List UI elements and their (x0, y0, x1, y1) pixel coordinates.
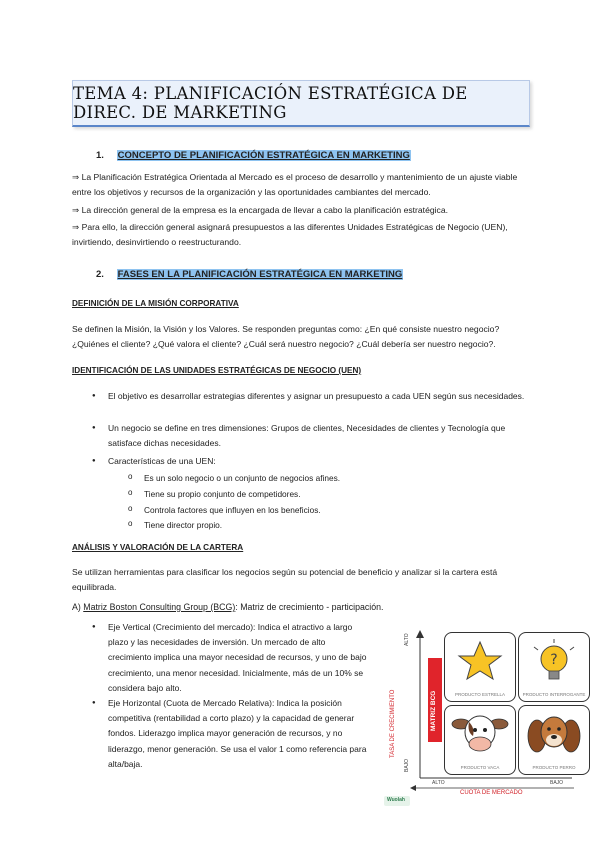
uen-subbullet-3: o Controla factores que influyen en los beneficios. (144, 503, 524, 517)
section-1-paragraph-2: ⇒ La dirección general de la empresa es la encargada de llevar a cabo la planificación estratégica. (72, 205, 449, 215)
section-1-paragraph-1: ⇒ La Planificación Estratégica Orientada al Mercado es el proceso de desarrollo y mantenimiento de un ajuste viable entre los objetivos y recursos de la organización y las oportunidades cambiantes del mercado. (72, 172, 518, 197)
y-axis-arrow (416, 630, 424, 638)
x-scale-arrow (410, 785, 416, 791)
bcg-name: Matriz Boston Consulting Group (BCG) (83, 602, 236, 612)
title-box (72, 80, 530, 127)
mision-text: Se definen la Misión, la Visión y los Valores. Se responden preguntas como: ¿En qué consiste nuestro negocio? ¿Quiénes el cliente? ¿Qué valora el cliente? ¿Cuál será nuestro negocio? ¿Cuál debería ser nuestro negocio?. (72, 324, 500, 349)
section-1-paragraph-3: ⇒ Para ello, la dirección general asignará presupuestos a las diferentes Unidades Estratégicas de Negocio (UEN), invirtiendo, desinvirtiendo o reestructurando. (72, 222, 508, 247)
cell-perro: PRODUCTO PERRO (518, 705, 590, 775)
uen-bullet-2: ● Un negocio se define en tres dimensiones: Grupos de clientes, Necesidades de clientes y Tecnología que satisface dichas necesidades. (108, 421, 528, 450)
x-low-label: BAJO (550, 780, 564, 786)
bcg-title: MATRIZ BCG (430, 690, 437, 731)
dog-icon (519, 710, 589, 760)
bcg-line: A) Matriz Boston Consulting Group (BCG): Matriz de crecimiento - participación. (72, 602, 384, 612)
mision-heading: DEFINICIÓN DE LA MISIÓN CORPORATIVA (72, 299, 239, 308)
section-2-heading: 2. FASES EN LA PLANIFICACIÓN ESTRATÉGICA EN MARKETING (96, 269, 403, 280)
x-axis-title: CUOTA DE MERCADO (460, 790, 523, 796)
y-axis-title: TASA DE CRECIMIENTO (390, 689, 396, 758)
cell-estrella: PRODUCTO ESTRELLA (444, 632, 516, 702)
uen-bullet-3: ● Características de una UEN: (108, 454, 528, 469)
uen-subbullet-4: o Tiene director propio. (144, 518, 524, 532)
bcg-bullet-horizontal: ● Eje Horizontal (Cuota de Mercado Relativa): Indica la posición competitiva (rentabilidad a corto plazo) y la capacidad de generar fondos. Liderazgo implica mayor generación de recursos, y no liderazgo, menor generación. Se usa el valor 1 como referencia para alta/baja. (108, 696, 370, 772)
uen-bullet-1: ● El objetivo es desarrollar estrategias diferentes y asignar un presupuesto a cada UEN según sus necesidades. (108, 389, 528, 404)
page-title: TEMA 4: PLANIFICACIÓN ESTRATÉGICA DE DIREC. DE MARKETING (73, 84, 468, 122)
cell-interrogante: ? PRODUCTO INTERROGANTE (518, 632, 590, 702)
brand-logo: Wuolah (384, 796, 410, 806)
uen-subbullet-2: o Tiene su propio conjunto de competidores. (144, 487, 524, 501)
x-high-label: ALTO (432, 780, 445, 786)
bcg-bullet-vertical: ● Eje Vertical (Crecimiento del mercado): Indica el atractivo a largo plazo y las necesidades de inversión. Un mercado de alto crecimiento implica una mayor necesidad de recursos, y uno de bajo crecimiento, una menor necesidad. Inicialmente, más de un 10% se considera bajo alto. (108, 620, 370, 696)
cartera-text: Se utilizan herramientas para clasificar los negocios según su potencial de beneficio y analizar si la cartera está equilibrada. (72, 567, 498, 592)
uen-subbullet-1: o Es un solo negocio o un conjunto de negocios afines. (144, 471, 524, 485)
cell-vaca: PRODUCTO VACA (444, 705, 516, 775)
bcg-matrix-figure (382, 628, 586, 838)
svg-text:?: ? (550, 652, 558, 668)
y-low-label: BAJO (404, 758, 410, 772)
cow-icon (445, 710, 515, 760)
y-high-label: ALTO (404, 633, 410, 646)
uen-heading: IDENTIFICACIÓN DE LAS UNIDADES ESTRATÉGICAS DE NEGOCIO (UEN) (72, 366, 362, 375)
section-1-heading: 1. CONCEPTO DE PLANIFICACIÓN ESTRATÉGICA EN MARKETING (96, 150, 410, 161)
star-icon (445, 637, 515, 687)
lightbulb-question-icon (519, 637, 589, 687)
cartera-heading: ANÁLISIS Y VALORACIÓN DE LA CARTERA (72, 543, 244, 552)
